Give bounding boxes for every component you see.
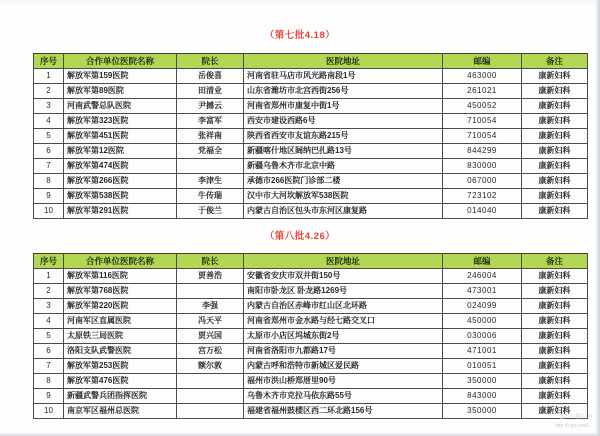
hospital-name-cell: 河南军区直属医院: [64, 314, 177, 329]
column-header: 邮编: [443, 54, 522, 69]
batch-8-section: [0, 219, 600, 419]
address-cell: 河南省郑州市金水路与经七路交叉口: [244, 314, 443, 329]
table-row: [34, 404, 588, 419]
hospital-name-cell: 解放军第89医院: [64, 84, 177, 99]
batch-7-table-body: [34, 69, 588, 219]
remark-cell: 康新妇科: [522, 129, 588, 144]
hospital-name-cell: 解放军第266医院: [64, 174, 177, 189]
postcode-cell: 710054: [443, 129, 522, 144]
address-cell: 福建省福州鼓楼区西二环北路156号: [244, 404, 443, 419]
address-cell: 南阳市卧龙区 卧龙路1269号: [244, 284, 443, 299]
postcode-cell: 710054: [443, 114, 522, 129]
hospital-name-cell: 解放军第768医院: [64, 284, 177, 299]
batch-8-table: [33, 253, 588, 419]
table-row: [34, 314, 588, 329]
remark-cell: 康新妇科: [522, 84, 588, 99]
column-header: 医院地址: [244, 254, 443, 269]
postcode-cell: 067000: [443, 174, 522, 189]
postcode-cell: 014040: [443, 204, 522, 219]
index-cell: 8: [34, 174, 64, 189]
header-row: [34, 254, 588, 269]
postcode-cell: 261021: [443, 84, 522, 99]
column-header: 备注: [522, 54, 588, 69]
remark-cell: 康新妇科: [522, 159, 588, 174]
index-cell: 2: [34, 84, 64, 99]
dean-cell: [177, 374, 244, 389]
column-header: 序号: [34, 54, 64, 69]
watermark: [555, 414, 593, 431]
hospital-name-cell: 太原铁三局医院: [64, 329, 177, 344]
hospital-name-cell: 解放军第474医院: [64, 159, 177, 174]
dean-cell: 党福全: [177, 144, 244, 159]
remark-cell: 康新妇科: [522, 99, 588, 114]
address-cell: 内蒙古呼和浩特市新城区爱民路: [244, 359, 443, 374]
table-row: [34, 374, 588, 389]
table-row: [34, 99, 588, 114]
index-cell: 1: [34, 269, 64, 284]
index-cell: 6: [34, 344, 64, 359]
header-row: [34, 54, 588, 69]
postcode-cell: 843000: [443, 389, 522, 404]
postcode-cell: 030006: [443, 329, 522, 344]
index-cell: 5: [34, 329, 64, 344]
table-row: [34, 284, 588, 299]
table-row: [34, 69, 588, 84]
batch-8-table-body: [34, 269, 588, 419]
address-cell: 内蒙古自治区包头市东河区康复路: [244, 204, 443, 219]
column-header: 合作单位医院名称: [64, 254, 177, 269]
table-row: [34, 359, 588, 374]
remark-cell: 康新妇科: [522, 329, 588, 344]
remark-cell: 康新妇科: [522, 299, 588, 314]
hospital-name-cell: 解放军第253医院: [64, 359, 177, 374]
remark-cell: 康新妇科: [522, 269, 588, 284]
hospital-name-cell: 新疆武警兵团指挥医院: [64, 389, 177, 404]
address-cell: 汉中市大河坎解放军538医院: [244, 189, 443, 204]
index-cell: 10: [34, 204, 64, 219]
watermark-line1: ZP 上传分享: [559, 414, 593, 421]
remark-cell: 康新妇科: [522, 404, 588, 419]
index-cell: 3: [34, 299, 64, 314]
address-cell: 福州市洪山桥郑厝里90号: [244, 374, 443, 389]
dean-cell: 李津生: [177, 174, 244, 189]
index-cell: 9: [34, 389, 64, 404]
column-header: 院长: [177, 54, 244, 69]
hospital-name-cell: 解放军第476医院: [64, 374, 177, 389]
index-cell: 6: [34, 144, 64, 159]
batch-8-title: （第八批4.26）: [264, 231, 336, 242]
batch-8-table-header: [34, 254, 588, 269]
column-header: 合作单位医院名称: [64, 54, 177, 69]
address-cell: 新疆乌鲁木齐市北京中路: [244, 159, 443, 174]
table-row: [34, 144, 588, 159]
dean-cell: [177, 159, 244, 174]
address-cell: 内蒙古自治区赤峰市红山区北环路: [244, 299, 443, 314]
dean-cell: 张祥南: [177, 129, 244, 144]
address-cell: 新疆喀什地区阔纳巴扎路13号: [244, 144, 443, 159]
index-cell: 8: [34, 374, 64, 389]
hospital-name-cell: 解放军第538医院: [64, 189, 177, 204]
remark-cell: 康新妇科: [522, 374, 588, 389]
hospital-name-cell: 河南武警总队医院: [64, 99, 177, 114]
address-cell: 西安市建设西路6号: [244, 114, 443, 129]
index-cell: 10: [34, 404, 64, 419]
watermark-line2: http://t.qq.com/…: [554, 422, 593, 429]
address-cell: 陕西省西安市友谊东路215号: [244, 129, 443, 144]
index-cell: 2: [34, 284, 64, 299]
address-cell: 太原市小店区坞城东街2号: [244, 329, 443, 344]
index-cell: 4: [34, 314, 64, 329]
dean-cell: 宫万松: [177, 344, 244, 359]
remark-cell: 康新妇科: [522, 189, 588, 204]
table-row: [34, 389, 588, 404]
index-cell: 9: [34, 189, 64, 204]
dean-cell: 于俊兰: [177, 204, 244, 219]
postcode-cell: 473001: [443, 284, 522, 299]
index-cell: 4: [34, 114, 64, 129]
remark-cell: 康新妇科: [522, 389, 588, 404]
table-row: [34, 269, 588, 284]
address-cell: 河南省郑州市康复中街1号: [244, 99, 443, 114]
column-header: 邮编: [443, 254, 522, 269]
hospital-name-cell: 解放军第323医院: [64, 114, 177, 129]
index-cell: 1: [34, 69, 64, 84]
postcode-cell: 010051: [443, 359, 522, 374]
dean-cell: 贾善浩: [177, 269, 244, 284]
batch-7-title: （第七批4.18）: [264, 30, 336, 41]
remark-cell: 康新妇科: [522, 344, 588, 359]
index-cell: 7: [34, 359, 64, 374]
index-cell: 5: [34, 129, 64, 144]
hospital-name-cell: 解放军第116医院: [64, 269, 177, 284]
dean-cell: 田清业: [177, 84, 244, 99]
batch-7-table: [33, 53, 588, 219]
dean-cell: 李强: [177, 299, 244, 314]
postcode-cell: 830000: [443, 159, 522, 174]
index-cell: 3: [34, 99, 64, 114]
postcode-cell: 844299: [443, 144, 522, 159]
column-header: 医院地址: [244, 54, 443, 69]
dean-cell: [177, 284, 244, 299]
remark-cell: 康新妇科: [522, 174, 588, 189]
column-header: 院长: [177, 254, 244, 269]
postcode-cell: 450052: [443, 99, 522, 114]
address-cell: 河南省驻马店市风光路南段1号: [244, 69, 443, 84]
scan-edge-bottom: [0, 432, 600, 436]
remark-cell: 康新妇科: [522, 204, 588, 219]
index-cell: 7: [34, 159, 64, 174]
hospital-name-cell: 洛阳支队武警医院: [64, 344, 177, 359]
batch-7-table-header: [34, 54, 588, 69]
dean-cell: 贾兴国: [177, 329, 244, 344]
column-header: 备注: [522, 254, 588, 269]
hospital-name-cell: 解放军第291医院: [64, 204, 177, 219]
dean-cell: 尹撼云: [177, 99, 244, 114]
table-row: [34, 174, 588, 189]
column-header: 序号: [34, 254, 64, 269]
remark-cell: 康新妇科: [522, 284, 588, 299]
address-cell: 乌鲁木齐市克拉马依东路55号: [244, 389, 443, 404]
remark-cell: 康新妇科: [522, 314, 588, 329]
scan-edge-right: [595, 0, 600, 436]
remark-cell: 康新妇科: [522, 114, 588, 129]
postcode-cell: 246004: [443, 269, 522, 284]
table-row: [34, 329, 588, 344]
hospital-name-cell: 解放军第220医院: [64, 299, 177, 314]
table-row: [34, 204, 588, 219]
postcode-cell: 723102: [443, 189, 522, 204]
hospital-name-cell: 解放军第12医院: [64, 144, 177, 159]
postcode-cell: 471001: [443, 344, 522, 359]
postcode-cell: 463000: [443, 69, 522, 84]
address-cell: 安徽省安庆市双井街150号: [244, 269, 443, 284]
hospital-name-cell: 解放军第159医院: [64, 69, 177, 84]
remark-cell: 康新妇科: [522, 69, 588, 84]
postcode-cell: 450000: [443, 314, 522, 329]
postcode-cell: 350000: [443, 404, 522, 419]
table-row: [34, 189, 588, 204]
dean-cell: [177, 389, 244, 404]
address-cell: 山东省潍坊市北宫西街256号: [244, 84, 443, 99]
table-row: [34, 159, 588, 174]
table-row: [34, 299, 588, 314]
postcode-cell: 350000: [443, 374, 522, 389]
hospital-name-cell: 南京军区福州总医院: [64, 404, 177, 419]
dean-cell: 冯天平: [177, 314, 244, 329]
address-cell: 河南省洛阳市九都路17号: [244, 344, 443, 359]
remark-cell: 康新妇科: [522, 359, 588, 374]
hospital-name-cell: 解放军第451医院: [64, 129, 177, 144]
dean-cell: 岳俊喜: [177, 69, 244, 84]
dean-cell: 李富军: [177, 114, 244, 129]
table-row: [34, 129, 588, 144]
address-cell: 承德市266医院门诊部二楼: [244, 174, 443, 189]
dean-cell: 额尔敦: [177, 359, 244, 374]
table-row: [34, 84, 588, 99]
remark-cell: 康新妇科: [522, 144, 588, 159]
table-row: [34, 344, 588, 359]
postcode-cell: 024099: [443, 299, 522, 314]
table-row: [34, 114, 588, 129]
dean-cell: 牛传瑞: [177, 189, 244, 204]
dean-cell: [177, 404, 244, 419]
